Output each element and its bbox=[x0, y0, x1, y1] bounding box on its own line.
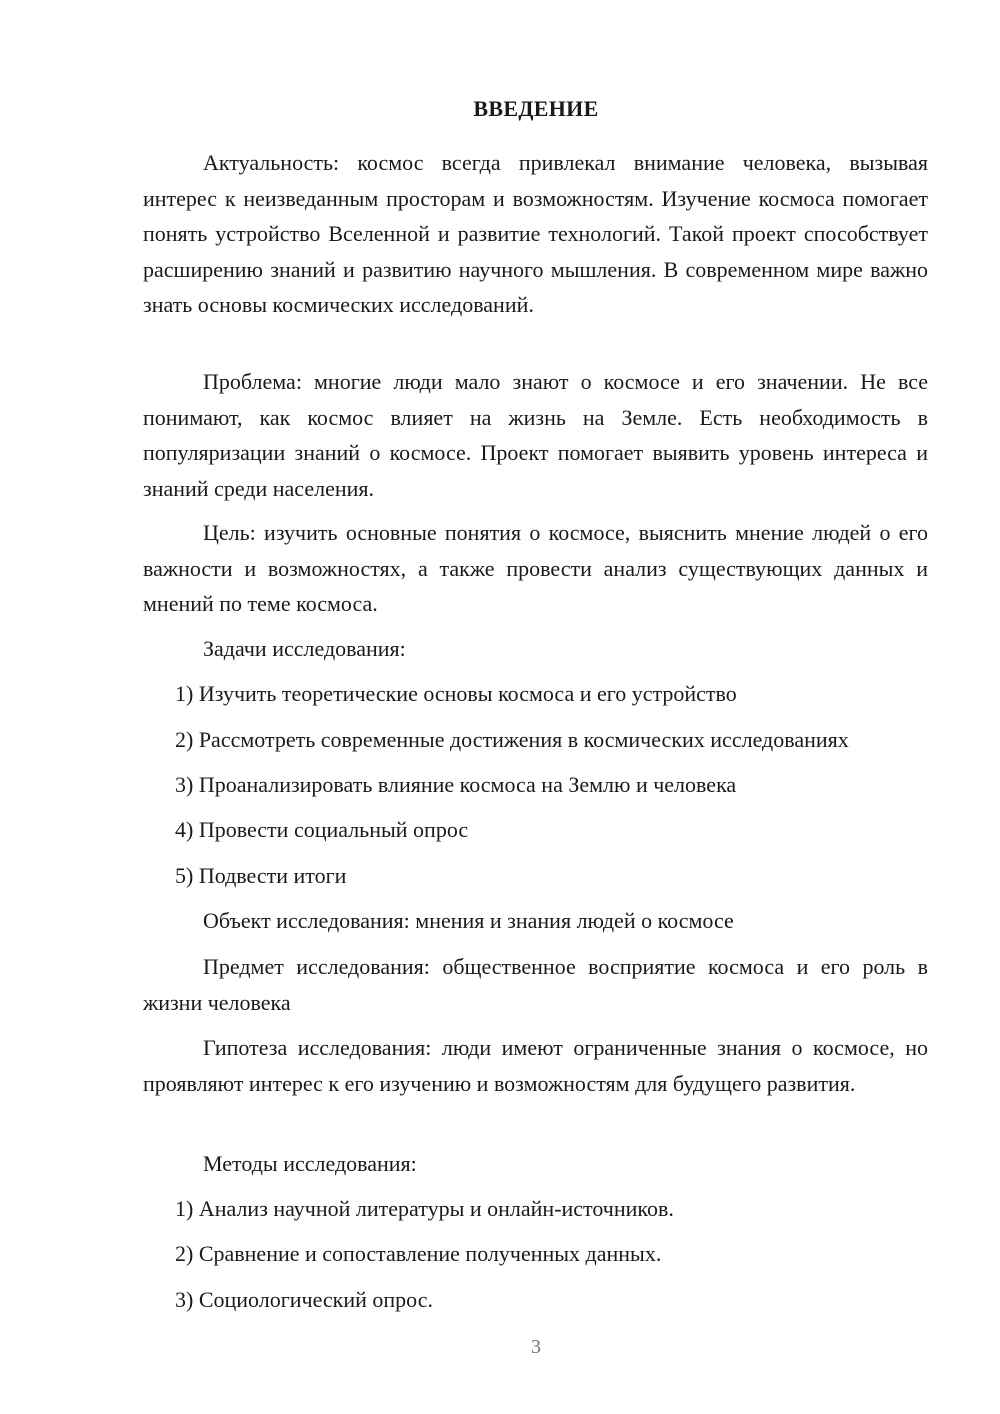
tasks-heading: Задачи исследования: bbox=[203, 636, 406, 661]
page-number: 3 bbox=[531, 1336, 541, 1358]
relevance-paragraph: Актуальность: космос всегда привлекал внимание человека, вызывая интерес к неизведанным просторам и возможностям. Изучение космоса помогает понять устройство Вселенной и развитие технологий. Такой проект способствует расширению знаний и развитию научного мышления. В современном мире важно знать основы космических исследований. bbox=[143, 150, 928, 317]
task-item: 3) Проанализировать влияние космоса на Землю и человека bbox=[175, 772, 737, 797]
methods-heading: Методы исследования: bbox=[203, 1151, 417, 1176]
task-item: 5) Подвести итоги bbox=[175, 863, 347, 888]
task-item: 1) Изучить теоретические основы космоса и его устройство bbox=[175, 681, 737, 706]
method-item: 3) Социологический опрос. bbox=[175, 1287, 433, 1312]
task-item: 4) Провести социальный опрос bbox=[175, 817, 469, 842]
section-title: ВВЕДЕНИЕ bbox=[473, 96, 599, 121]
task-item: 2) Рассмотреть современные достижения в космических исследованиях bbox=[175, 727, 849, 752]
subject-paragraph: Предмет исследования: общественное восприятие космоса и его роль в жизни человека bbox=[143, 954, 928, 1015]
method-item: 1) Анализ научной литературы и онлайн-источников. bbox=[175, 1196, 674, 1221]
problem-paragraph: Проблема: многие люди мало знают о космосе и его значении. Не все понимают, как космос влияет на жизнь на Земле. Есть необходимость в популяризации знаний о космосе. Проект помогает выявить уровень интереса и знаний среди населения. bbox=[143, 369, 928, 501]
goal-paragraph: Цель: изучить основные понятия о космосе, выяснить мнение людей о его важности и возможностях, а также провести анализ существующих данных и мнений по теме космоса. bbox=[143, 520, 928, 616]
object-line: Объект исследования: мнения и знания людей о космосе bbox=[203, 908, 734, 933]
method-item: 2) Сравнение и сопоставление полученных данных. bbox=[175, 1241, 662, 1266]
hypothesis-paragraph: Гипотеза исследования: люди имеют ограниченные знания о космосе, но проявляют интерес к его изучению и возможностям для будущего развития. bbox=[143, 1035, 928, 1096]
